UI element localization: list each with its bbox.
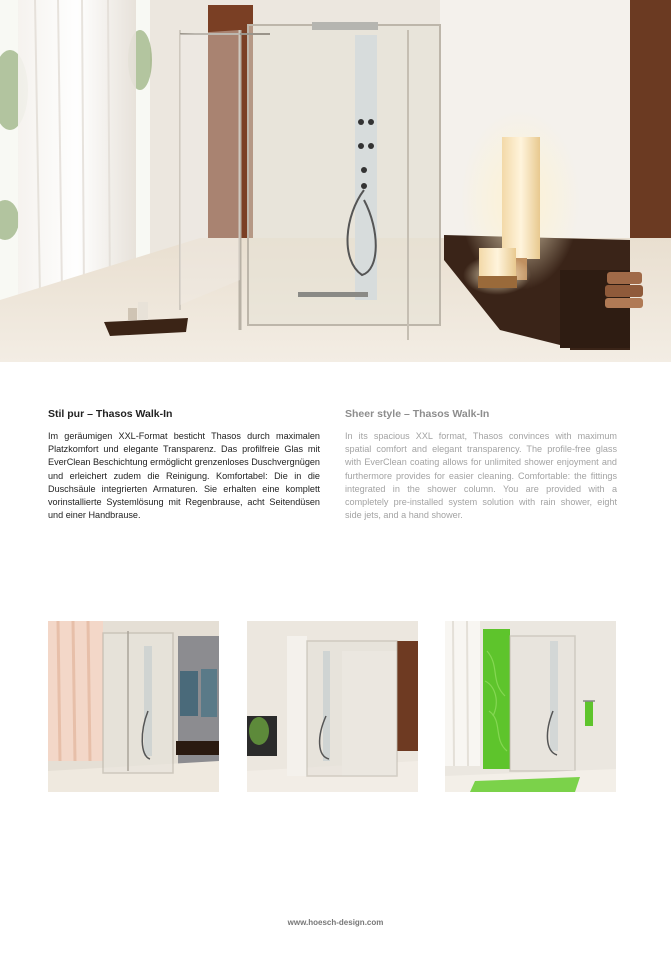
english-body: In its spacious XXL format, Thasos convinces with maximum spatial comfort and elegant transparency. The profile-free glass with EverClean coating allows for unlimited shower enjoyment and furthermore provides for easier cleaning. Comfortable: the fittings integrated in the shower column. You are provided with a completely pre-installed system solution with rain shower, eight side jets, and a hand shower. [345,431,617,521]
german-body: Im geräumigen XXL-Format besticht Thasos durch maximalen Platzkomfort und elegante Transparenz. Das profilfreie Glas mit EverClean Beschichtung ermöglicht grenzenloses Duschvergnügen und erleichert zudem die Reinigung. Komfortabel: Die in die Duschsäule integrierten Armaturen. Sie erhalten eine komplett vorinstallierte Systemlösung mit Regenbrause, acht Seitendüsen und einer Handbrause. [48,431,320,521]
english-text-column [345,408,617,522]
hero-photo [0,0,671,362]
german-text-column [48,408,320,522]
thumbnail-photo-1 [48,621,219,792]
english-heading: Sheer style – Thasos Walk-In [345,408,490,420]
thumbnail-photo-2 [247,621,418,792]
german-heading: Stil pur – Thasos Walk-In [48,408,173,420]
thumbnail-photo-3 [445,621,616,792]
footer-url[interactable]: www.hoesch-design.com [287,918,384,927]
